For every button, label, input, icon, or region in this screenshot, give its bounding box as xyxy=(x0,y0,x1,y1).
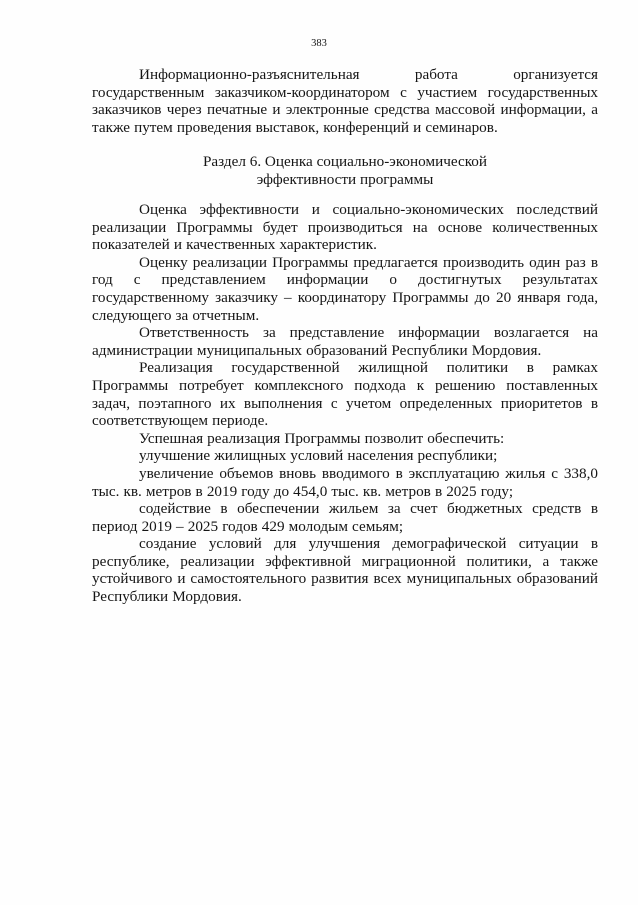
paragraph-outcome-demography: создание условий для улучшения демографической ситуации в республике, реализации эффективной миграционной политики, а также устойчивого и самостоятельного развития всех муниципальных образований Республики Мордовия. xyxy=(92,535,598,606)
page-number: 383 xyxy=(311,38,327,49)
section-heading-line-2: эффективности программы xyxy=(256,170,434,188)
intro-text-block xyxy=(92,66,598,136)
paragraph-evaluation-frequency: Оценку реализации Программы предлагается производить один раз в год с представлением информации о достигнутых результатах государственному заказчику – координатору Программы до 20 января года, следующего за отчетным. xyxy=(92,253,598,324)
paragraph-outcomes-intro: Успешная реализация Программы позволит обеспечить: xyxy=(139,429,505,447)
paragraph-outcome-young-families: содействие в обеспечении жильем за счет бюджетных средств в период 2019 – 2025 годов 429 молодым семьям; xyxy=(92,500,598,535)
paragraph-outcome-living-conditions: улучшение жилищных условий населения республики; xyxy=(139,447,498,465)
section-heading-line-1: Раздел 6. Оценка социально-экономической xyxy=(202,153,488,170)
paragraph-outcome-housing-volume: увеличение объемов вновь вводимого в эксплуатацию жилья с 338,0 тыс. кв. метров в 2019 году до 454,0 тыс. кв. метров в 2025 году; xyxy=(92,464,598,500)
section-heading xyxy=(92,153,598,188)
intro-paragraph: Информационно-разъяснительная работа организуется государственным заказчиком-координатором с участием государственных заказчиков через печатные и электронные средства массовой информации, а также путем проведения выставок, конференций и семинаров. xyxy=(92,66,598,136)
paragraph-housing-policy: Реализация государственной жилищной политики в рамках Программы потребует комплексного подхода к решению поставленных задач, поэтапного их выполнения с учетом определенных приоритетов в соответствующем периоде. xyxy=(92,359,598,430)
paragraph-evaluation-basis: Оценка эффективности и социально-экономических последствий реализации Программы будет производиться на основе количественных показателей и качественных характеристик. xyxy=(92,201,598,254)
paragraph-responsibility: Ответственность за представление информации возлагается на администрации муниципальных образований Республики Мордовия. xyxy=(92,324,598,359)
main-text-block xyxy=(92,201,598,606)
